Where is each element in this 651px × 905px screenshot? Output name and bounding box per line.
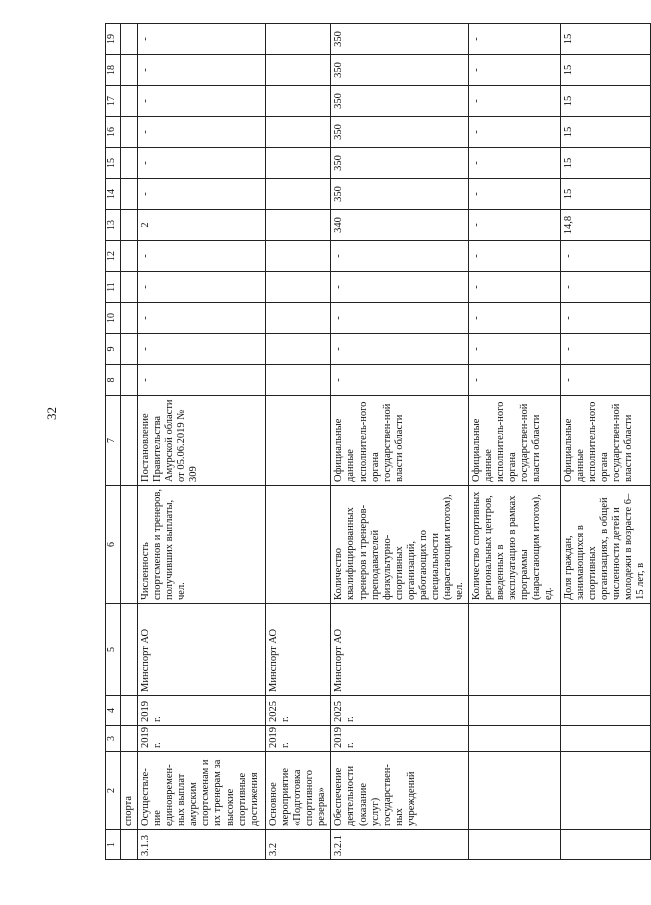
cell-end xyxy=(469,696,561,726)
cell-name: Осуществле-ние единовремен-ных выплат амурским спортсменам и их тренерам за высокие спортивные достижения xyxy=(138,752,266,830)
cell-source: Официальные данные исполнитель-ного органа государствен-ной власти области xyxy=(331,396,469,486)
cell-value: - xyxy=(469,365,561,396)
cell-value xyxy=(266,148,331,179)
cell-value: 15 xyxy=(561,86,650,117)
cell-name: Основное мероприятие «Подготовка спортивного резерва» xyxy=(266,752,331,830)
table-row xyxy=(266,24,331,860)
cell-value: - xyxy=(138,24,266,55)
rotated-table-container xyxy=(105,30,647,860)
cell-value: - xyxy=(469,241,561,272)
cell-resp xyxy=(469,604,561,696)
cell-value: - xyxy=(469,24,561,55)
cell-value xyxy=(266,303,331,334)
col-header: 11 xyxy=(106,272,121,303)
col-header: 17 xyxy=(106,86,121,117)
page-number: 32 xyxy=(44,407,59,420)
cell-value: - xyxy=(138,179,266,210)
cell-source: Официальные данные исполнитель-ного органа государствен-ной власти области xyxy=(469,396,561,486)
cell-end: 2025 г. xyxy=(331,696,469,726)
cell-value xyxy=(121,241,138,272)
cell-value xyxy=(266,86,331,117)
cell-value: - xyxy=(469,86,561,117)
cell-id xyxy=(121,830,138,860)
col-header: 18 xyxy=(106,55,121,86)
cell-value: - xyxy=(138,334,266,365)
cell-value: 350 xyxy=(331,86,469,117)
cell-value xyxy=(121,86,138,117)
table-body xyxy=(121,24,651,860)
cell-id xyxy=(469,830,561,860)
cell-value: - xyxy=(331,334,469,365)
cell-source xyxy=(121,396,138,486)
cell-value: - xyxy=(469,303,561,334)
cell-value: 15 xyxy=(561,55,650,86)
cell-value xyxy=(121,148,138,179)
cell-value: 340 xyxy=(331,210,469,241)
cell-indicator: Доля граждан, занимающихся в спортивных организациях, в общей численности детей и молодежи в возрасте 6–15 лет, в xyxy=(561,486,650,604)
col-header: 2 xyxy=(106,752,121,830)
table-row xyxy=(121,24,138,860)
cell-value: - xyxy=(561,241,650,272)
cell-value: - xyxy=(469,148,561,179)
cell-value: 350 xyxy=(331,148,469,179)
cell-value: - xyxy=(331,272,469,303)
cell-value xyxy=(121,117,138,148)
cell-value: - xyxy=(561,303,650,334)
cell-value xyxy=(266,365,331,396)
program-table xyxy=(105,23,651,860)
cell-id: 3.1.3 xyxy=(138,830,266,860)
cell-value: - xyxy=(138,241,266,272)
col-header: 5 xyxy=(106,604,121,696)
cell-value: - xyxy=(469,334,561,365)
cell-indicator: Количество спортивных региональных центров, введенных в эксплуатацию в рамках программы (нарастающим итогом), ед. xyxy=(469,486,561,604)
col-header: 16 xyxy=(106,117,121,148)
cell-value xyxy=(121,55,138,86)
table-row xyxy=(469,24,561,860)
cell-value: 350 xyxy=(331,179,469,210)
cell-value: 15 xyxy=(561,148,650,179)
cell-value xyxy=(121,210,138,241)
cell-value: - xyxy=(469,179,561,210)
cell-resp: Минспорт АО xyxy=(331,604,469,696)
cell-start xyxy=(561,726,650,752)
cell-value: - xyxy=(138,55,266,86)
col-header: 15 xyxy=(106,148,121,179)
cell-name xyxy=(561,752,650,830)
col-header: 7 xyxy=(106,396,121,486)
cell-value: - xyxy=(138,148,266,179)
col-header: 3 xyxy=(106,726,121,752)
cell-value xyxy=(121,365,138,396)
cell-value: - xyxy=(331,303,469,334)
cell-value: 15 xyxy=(561,24,650,55)
cell-value: 15 xyxy=(561,117,650,148)
col-header: 1 xyxy=(106,830,121,860)
cell-id: 3.2 xyxy=(266,830,331,860)
cell-value: 15 xyxy=(561,179,650,210)
cell-value xyxy=(266,272,331,303)
cell-start: 2019 г. xyxy=(138,726,266,752)
cell-value: - xyxy=(561,272,650,303)
cell-value xyxy=(266,210,331,241)
cell-value xyxy=(266,55,331,86)
cell-value: - xyxy=(138,272,266,303)
cell-start xyxy=(121,726,138,752)
cell-end: 2025 г. xyxy=(266,696,331,726)
col-header: 6 xyxy=(106,486,121,604)
cell-source xyxy=(266,396,331,486)
cell-indicator xyxy=(266,486,331,604)
cell-value xyxy=(266,334,331,365)
cell-value: - xyxy=(561,365,650,396)
col-header: 10 xyxy=(106,303,121,334)
col-header: 8 xyxy=(106,365,121,396)
cell-resp: Минспорт АО xyxy=(266,604,331,696)
cell-resp: Минспорт АО xyxy=(138,604,266,696)
cell-value: - xyxy=(469,272,561,303)
col-header: 14 xyxy=(106,179,121,210)
cell-value: - xyxy=(138,117,266,148)
cell-value xyxy=(266,117,331,148)
cell-value: - xyxy=(138,303,266,334)
cell-value xyxy=(121,24,138,55)
cell-value: - xyxy=(469,210,561,241)
cell-start: 2019 г. xyxy=(266,726,331,752)
cell-name xyxy=(469,752,561,830)
cell-id xyxy=(561,830,650,860)
cell-value: 350 xyxy=(331,24,469,55)
cell-value: 14,8 xyxy=(561,210,650,241)
cell-end xyxy=(121,696,138,726)
col-header: 13 xyxy=(106,210,121,241)
table-row xyxy=(138,24,266,860)
header-row xyxy=(106,24,121,860)
cell-value: - xyxy=(469,117,561,148)
cell-start: 2019 г. xyxy=(331,726,469,752)
cell-value xyxy=(121,303,138,334)
cell-value: - xyxy=(469,55,561,86)
col-header: 9 xyxy=(106,334,121,365)
col-header: 19 xyxy=(106,24,121,55)
cell-value xyxy=(121,272,138,303)
cell-end xyxy=(561,696,650,726)
cell-resp xyxy=(121,604,138,696)
col-header: 12 xyxy=(106,241,121,272)
cell-end: 2019 г. xyxy=(138,696,266,726)
cell-value: 350 xyxy=(331,117,469,148)
cell-value: - xyxy=(138,365,266,396)
cell-value xyxy=(266,179,331,210)
cell-value xyxy=(266,241,331,272)
cell-name: Обеспечение деятельности (оказание услуг) государствен-ных учреждений xyxy=(331,752,469,830)
cell-source: Официальные данные исполнитель-ного органа государствен-ной власти области xyxy=(561,396,650,486)
cell-value: 350 xyxy=(331,55,469,86)
cell-value: - xyxy=(561,334,650,365)
cell-name: спорта xyxy=(121,752,138,830)
cell-indicator xyxy=(121,486,138,604)
cell-value xyxy=(121,334,138,365)
cell-indicator: Количество квалифицированных тренеров и тренеров-преподавателей физкультурно-спортивных организаций, работающих по специальности (нарастающим итогом), чел. xyxy=(331,486,469,604)
col-header: 4 xyxy=(106,696,121,726)
cell-start xyxy=(469,726,561,752)
cell-value xyxy=(266,24,331,55)
cell-indicator: Численность спортсменов и тренеров, получивших выплаты, чел. xyxy=(138,486,266,604)
cell-value: - xyxy=(331,365,469,396)
cell-value xyxy=(121,179,138,210)
cell-id: 3.2.1 xyxy=(331,830,469,860)
cell-source: Постановление Правительства Амурской области от 05.06.2019 № 309 xyxy=(138,396,266,486)
cell-value: - xyxy=(331,241,469,272)
cell-resp xyxy=(561,604,650,696)
table-row xyxy=(561,24,650,860)
cell-value: - xyxy=(138,86,266,117)
cell-value: 2 xyxy=(138,210,266,241)
table-row xyxy=(331,24,469,860)
